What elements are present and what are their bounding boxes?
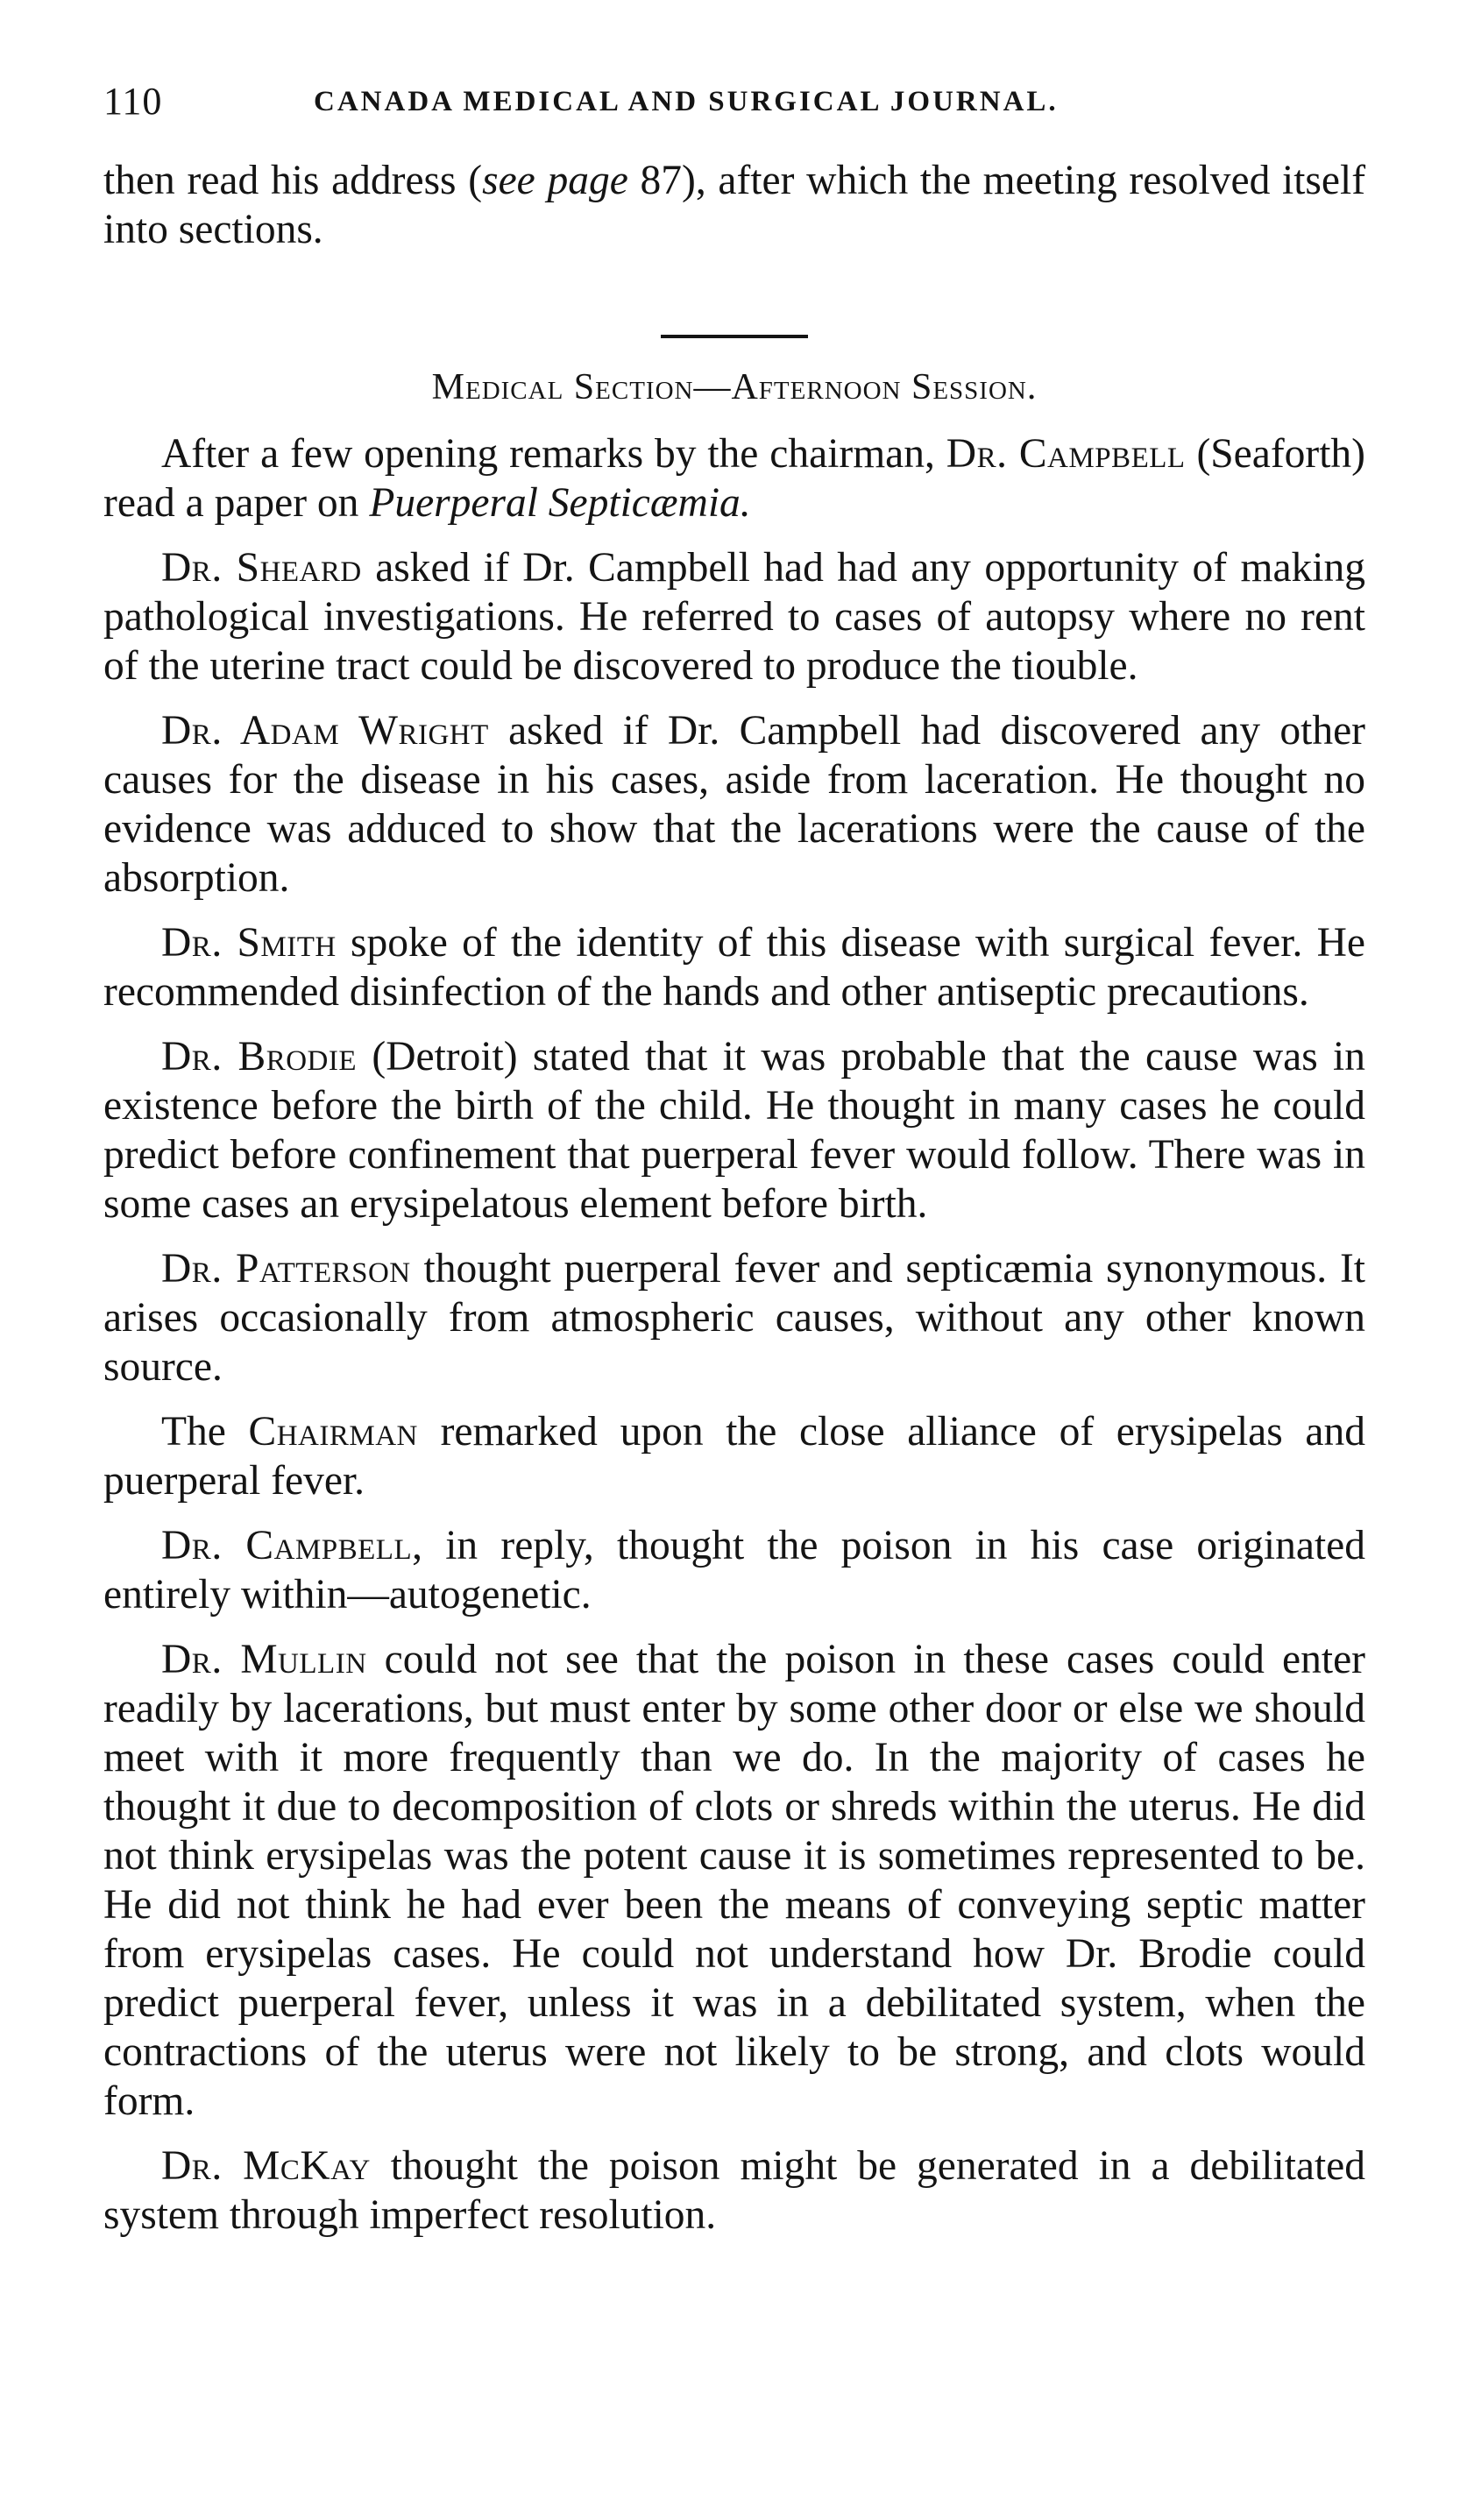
speaker-name: Dr. Adam Wright (161, 708, 489, 754)
page-reference: see page (482, 158, 628, 203)
running-title: CANADA MEDICAL AND SURGICAL JOURNAL. (314, 86, 1059, 117)
paper-title: Puerperal Septicæmia. (369, 480, 751, 526)
paragraph-sheard: Dr. Sheard asked if Dr. Campbell had had any opportunity of making pathological investigations. He referred to cases of autopsy where no rent of the uterine tract could be discovered to produce the tiouble. (103, 545, 1365, 689)
speaker-name: Dr. Smith (161, 920, 337, 966)
paragraph-campbell-reply: Dr. Campbell, in reply, thought the poison in his case originated entirely within—autogenetic. (103, 1523, 1365, 1617)
section-divider (661, 335, 808, 338)
speaker-name: Dr. Mullin (161, 1637, 367, 1682)
speaker-name: Dr. Campbell (946, 431, 1186, 477)
speaker-name: Dr. Patterson (161, 1246, 411, 1292)
speaker-name: Dr. Brodie (161, 1034, 358, 1079)
paragraph-smith: Dr. Smith spoke of the identity of this disease with surgical fever. He recommended disinfection of the hands and other antiseptic precautions. (103, 920, 1365, 1015)
paragraph-patterson: Dr. Patterson thought puerperal fever and septicæmia synonymous. It arises occasionally from atmospheric causes, without any other known source. (103, 1246, 1365, 1390)
speaker-name: Dr. McKay (161, 2143, 371, 2189)
speaker-name: Dr. Campbell (161, 1523, 413, 1568)
paragraph-mullin: Dr. Mullin could not see that the poison in these cases could enter readily by lacerations, but must enter by some other door or else we should meet with it more frequently than we do. In the majority of cases he thought it due to decomposition of clots or shreds within the uterus. He did not think erysipelas was the potent cause it is sometimes represented to be. He did not think he had ever been the means of conveying septic matter from erysipelas cases. He could not understand how Dr. Brodie could predict puerperal fever, unless it was in a debilitated system, when the contractions of the uterus were not likely to be strong, and clots would form. (103, 1637, 1365, 2124)
journal-page (103, 70, 1365, 2240)
page-header (103, 70, 1365, 140)
paragraph-mckay: Dr. McKay thought the poison might be generated in a debilitated system through imperfect resolution. (103, 2143, 1366, 2238)
paragraph-opening: After a few opening remarks by the chairman, Dr. Campbell (Seaforth) read a paper on Puerperal Septicæmia. (103, 431, 1365, 526)
continuation-paragraph: then read his address (see page 87), after which the meeting resolved itself into sections. (103, 158, 1366, 252)
page-number: 110 (103, 80, 163, 123)
paragraph-wright: Dr. Adam Wright asked if Dr. Campbell had discovered any other causes for the disease in his cases, aside from laceration. He thought no evidence was adduced to show that the lacerations were the cause of the absorption. (103, 708, 1366, 901)
speaker-name: Dr. Sheard (161, 545, 362, 591)
section-heading: Medical Section—Afternoon Session. (431, 367, 1038, 407)
paragraph-chairman: The Chairman remarked upon the close alliance of erysipelas and puerperal fever. (103, 1409, 1365, 1504)
paragraph-brodie: Dr. Brodie (Detroit) stated that it was probable that the cause was in existence before the birth of the child. He thought in many cases he could predict before confinement that puerperal fever would follow. There was in some cases an erysipelatous element before birth. (103, 1034, 1365, 1227)
speaker-name: Chairman (248, 1409, 418, 1455)
